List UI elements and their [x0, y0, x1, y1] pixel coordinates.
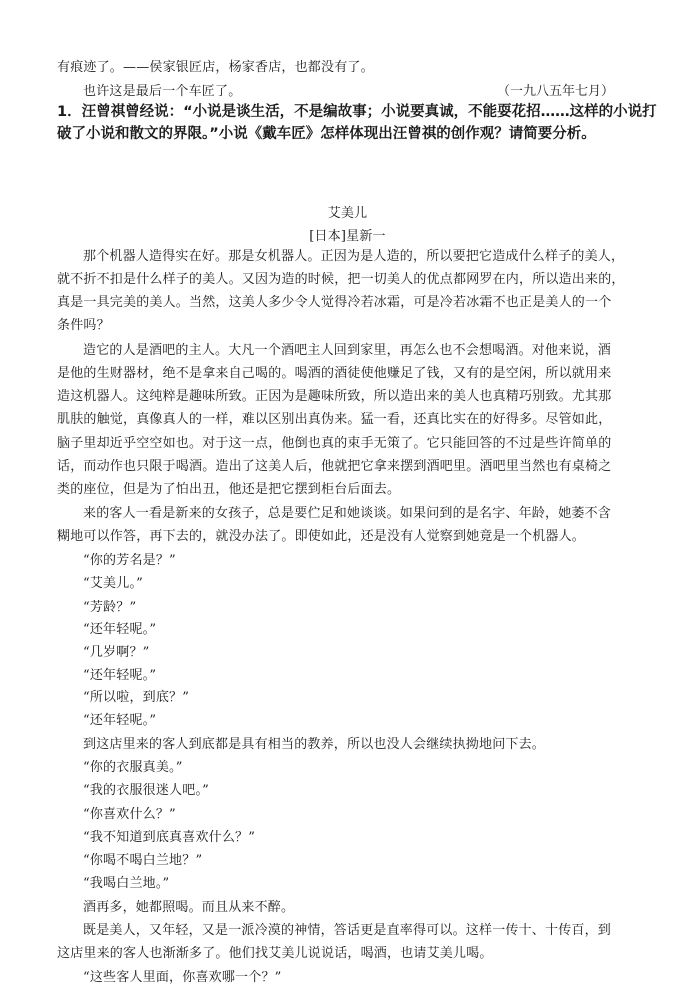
paragraph-line: 有痕迹了。——侯家银匠店，杨家香店，也都没有了。 — [57, 60, 374, 75]
story-author: [日本]星新一 — [309, 229, 386, 244]
story-line: “芳龄？” — [83, 600, 137, 615]
story-line: “我不知道到底真喜欢什么？” — [83, 830, 256, 845]
story-line: 条件吗？ — [57, 318, 110, 333]
story-line: “所以啦，到底？” — [83, 690, 190, 705]
story-line: “你的芳名是？” — [83, 553, 176, 568]
paragraph-line: 也许这是最后一个车匠了。 — [83, 84, 242, 99]
story-line: “你喜欢什么？” — [83, 807, 176, 822]
story-line: “还年轻呢。” — [83, 668, 157, 683]
story-line: 造这机器人。这纯粹是趣味所致。正因为是趣味所致，所以造出来的美人也真精巧别致。尤其那 — [57, 389, 612, 404]
story-line: 肌肤的触觉，真像真人的一样，难以区别出真伪来。猛一看，还真比实在的好得多。尽管如此， — [57, 412, 612, 427]
story-line: “你喝不喝白兰地？” — [83, 853, 203, 868]
story-line: “艾美儿。” — [83, 576, 143, 591]
story-line: 话，而动作也只限于喝酒。造出了这美人后，他就把它拿来摆到酒吧里。酒吧里当然也有桌椅之 — [57, 459, 612, 474]
story-line: “几岁啊？” — [83, 645, 150, 660]
question-line: 1．汪曾祺曾经说：“小说是谈生活，不是编故事；小说要真诚，不能耍花招……这样的小说打 — [57, 104, 657, 120]
story-line: 来的客人一看是新来的女孩子，总是要伫足和她谈谈。如果问到的是名字、年龄，她萎不含 — [83, 506, 612, 521]
story-line: 真是一具完美的美人。当然，这美人多少令人觉得冷若冰霜，可是冷若冰霜不也正是美人的一个 — [57, 295, 612, 310]
story-title: 艾美儿 — [327, 206, 368, 221]
story-line: 就不折不扣是什么样子的美人。又因为造的时候，把一切美人的优点都网罗在内，所以造出来的， — [57, 272, 625, 287]
story-line: 这店里来的客人也渐渐多了。他们找艾美儿说说话，喝酒，也请艾美儿喝。 — [57, 946, 493, 961]
story-line: “还年轻呢。” — [83, 713, 157, 728]
story-line: 酒再多，她都照喝。而且从来不醉。 — [83, 900, 295, 915]
story-line: “这些客人里面，你喜欢哪一个？” — [83, 970, 282, 985]
story-line: 到这店里来的客人到底都是具有相当的教养，所以也没人会继续执拗地问下去。 — [83, 737, 546, 752]
story-line: 那个机器人造得实在好。那是女机器人。正因为是人造的，所以要把它造成什么样子的美人， — [83, 249, 625, 264]
question-line: 破了小说和散文的界限。”小说《戴车匠》怎样体现出汪曾祺的创作观？请简要分析。 — [57, 126, 596, 142]
story-line: 造它的人是酒吧的主人。大凡一个酒吧主人回到家里，再怎么也不会想喝酒。对他来说，酒 — [83, 343, 612, 358]
story-line: 是他的生财器材，绝不是拿来自己喝的。喝酒的酒徒使他赚足了钱，又有的是空闲，所以就用来 — [57, 366, 612, 381]
story-line: “你的衣服真美。” — [83, 760, 183, 775]
date-note: （一九八五年七月） — [497, 84, 615, 99]
story-line: “我喝白兰地。” — [83, 876, 170, 891]
story-line: 既是美人，又年轻，又是一派冷漠的神情，答话更是直率得可以。这样一传十、十传百，到 — [83, 923, 612, 938]
story-line: 脑子里却近乎空空如也。对于这一点，他倒也真的束手无策了。它只能回答的不过是些许简单的 — [57, 436, 612, 451]
story-line: 糊地可以作答，再下去的，就没办法了。即使如此，还是没有人觉察到她竟是一个机器人。 — [57, 529, 586, 544]
story-line: “我的衣服很迷人吧。” — [83, 783, 209, 798]
story-line: 类的座位，但是为了怕出丑，他还是把它摆到柜台后面去。 — [57, 482, 401, 497]
story-line: “还年轻呢。” — [83, 622, 157, 637]
